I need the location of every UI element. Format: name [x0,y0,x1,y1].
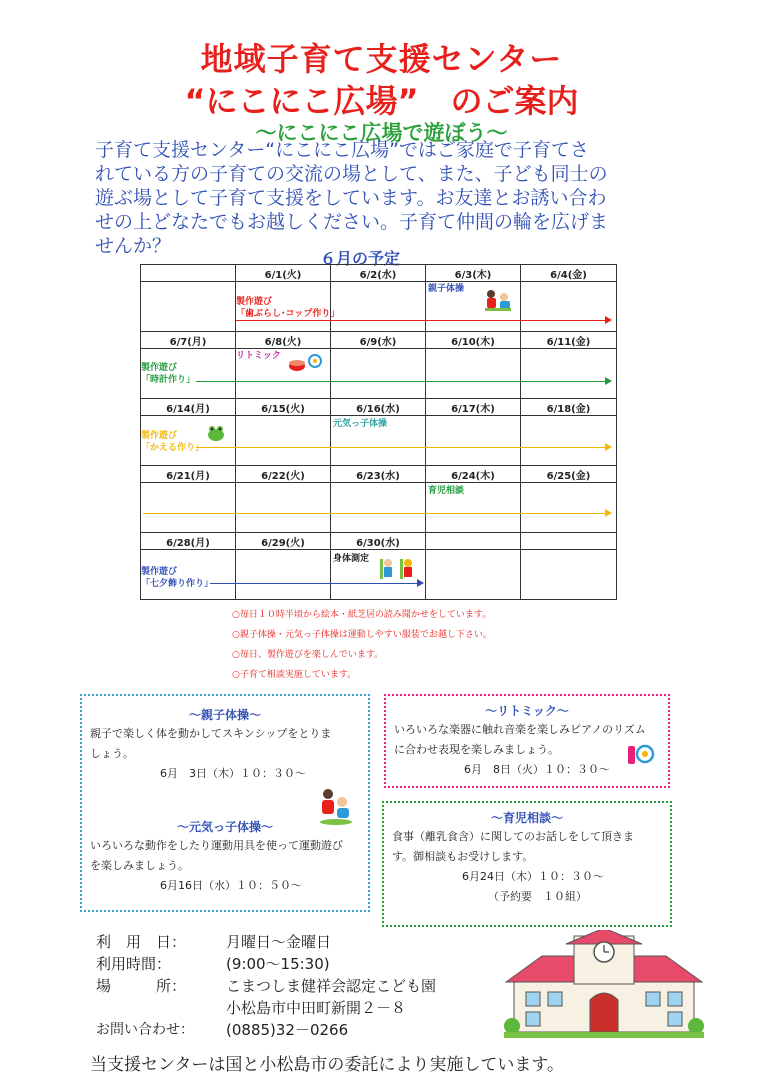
activity-genki-taiso: 元気っ子体操 [333,419,388,429]
contact-value: (0885)32－0266 [226,1021,349,1039]
activity-arrow-blue [210,583,422,584]
kindergarten-building-icon [504,930,704,1040]
note-item: ○親子体操・元気っ子体操は運動しやすい服装でお越し下さい。 [232,630,492,640]
note-item: ○毎日１０時半頃から絵本・紙芝居の読み聞かせをしています。 [232,610,492,620]
calendar-date: 6/25(金) [521,466,617,483]
intro-line: 子育て支援センター“にこにこ広場”ではご家庭で子育てさ [95,139,589,161]
calendar-date: 6/16(水) [331,399,426,416]
hours-value: (9:00～15:30) [226,955,330,973]
box-body-rhythmic: いろいろな楽器に触れ音楽を楽しみピアノのリズム に合わせ表現を楽しみましょう。 6月 8日（火）１０：３０～ [394,720,662,780]
intro-line: れている方の子育ての交流の場として、また、子ども同士の [95,163,608,185]
calendar-date: 6/3(木) [426,265,521,282]
calendar-date: 6/11(金) [521,332,617,349]
place-label: 場 所： [96,977,187,995]
contact-label: お問い合わせ： [96,1022,194,1038]
music-instruments-icon [285,352,325,374]
activity-craft-toothbrush: 製作遊び 「歯ぶらし･コップ作り」 [236,297,340,319]
hours-label: 利用時間： [96,955,172,973]
calendar-date: 6/10(木) [426,332,521,349]
calendar-date [521,533,617,550]
calendar-date: 6/9(水) [331,332,426,349]
activity-craft-clock: 製作遊び 「時計作り」 [141,363,196,385]
calendar-notes [232,605,492,685]
box-when-oyako: 6月 3日（木）１０：３０～ [160,767,306,780]
intro-paragraph [95,138,695,258]
activity-arrow-yellow [196,447,610,448]
calendar-date: 6/15(火) [236,399,331,416]
rhythmic-info-box [384,694,670,788]
calendar-date: 6/4(金) [521,265,617,282]
calendar-date: 6/2(水) [331,265,426,282]
activity-rhythmic: リトミック [236,351,281,361]
box-title-oyako: ～親子体操～ [188,708,261,722]
page-subtitle: ～にこにこ広場で遊ぼう～ [255,121,508,145]
activity-ikuji-sodan: 育児相談 [428,486,465,496]
days-value: 月曜日～金曜日 [226,933,332,951]
note-item: ○子育て相談実施しています。 [232,670,357,680]
frog-icon [206,424,226,442]
calendar-date: 6/7(月) [141,332,236,349]
intro-line: せんか？ [95,235,172,257]
calendar-date: 6/23(水) [331,466,426,483]
activity-arrow-red [236,320,610,321]
measurement-children-icon [374,555,416,581]
intro-line: せの上どなたでもお越しください。子育て仲間の輪を広げま [95,211,609,233]
calendar-title: ６月の予定 [320,249,401,268]
calendar-date [426,533,521,550]
left-info-box [80,694,370,912]
calendar-date: 6/30(水) [331,533,426,550]
calendar-date: 6/8(火) [236,332,331,349]
box-body-genki: いろいろな動作をしたり運動用具を使って運動遊び を楽しみましょう。 6月16日（水）１０：５０～ [90,836,362,896]
ikuji-info-box [382,801,672,927]
box-title-rhythmic: ～リトミック～ [485,704,569,718]
calendar-date: 6/24(木) [426,466,521,483]
box-when-rhythmic: 6月 8日（火）１０：３０～ [464,763,610,776]
activity-arrow-yellow-2 [143,513,610,514]
activity-oyako-taiso: 親子体操 [428,284,465,294]
calendar-date: 6/22(火) [236,466,331,483]
note-item: ○毎日、製作遊びを楽しんでいます。 [232,650,384,660]
page-title-line2: “にこにこ広場” のご案内 [184,82,579,120]
place-value-2: 小松島市中田町新開２－８ [226,999,407,1017]
box-title-ikuji: ～育児相談～ [490,811,563,825]
days-label: 利 用 日： [96,933,187,951]
calendar-date: 6/14(月) [141,399,236,416]
box-reserve-ikuji: （予約要 １０組） [488,890,587,903]
calendar-date: 6/29(火) [236,533,331,550]
intro-line: 遊ぶ場として子育て支援をしています。お友達とお誘い合わ [95,187,607,209]
place-value-1: こまつしま健祥会認定こども園 [226,977,437,995]
box-title-genki: ～元気っ子体操～ [176,820,273,834]
calendar-date: 6/28(月) [141,533,236,550]
box-when-genki: 6月16日（水）１０：５０～ [160,879,302,892]
calendar-date: 6/17(木) [426,399,521,416]
page-title: 地域子育て支援センター [200,40,563,78]
calendar-date [141,265,236,282]
calendar-date: 6/18(金) [521,399,617,416]
calendar-date: 6/21(月) [141,466,236,483]
parent-child-exercise-icon [482,288,514,314]
calendar-date: 6/1(火) [236,265,331,282]
activity-craft-frog: 製作遊び 「かえる作り」 [141,431,205,453]
tambourine-icon [626,742,656,768]
footer-note: 当支援センターは国と小松島市の委託により実施しています。 [90,1055,564,1075]
box-body-oyako: 親子で楽しく体を動かしてスキンシップをとりま しょう。 6月 3日（木）１０：３０～ [90,724,362,784]
activity-shintai-sokutei: 身体測定 [333,554,370,564]
activity-craft-tanabata: 製作遊び 「七夕飾り作り」 [141,567,214,589]
activity-arrow-green [196,381,610,382]
box-when-ikuji: 6月24日（木）１０：３０～ [462,870,604,883]
box-body-ikuji: 食事（離乳食含）に関してのお話しをして頂きま す。御相談もお受けします。 6月24日（木）１０：３０～ （予約要 １０組） [392,827,664,907]
